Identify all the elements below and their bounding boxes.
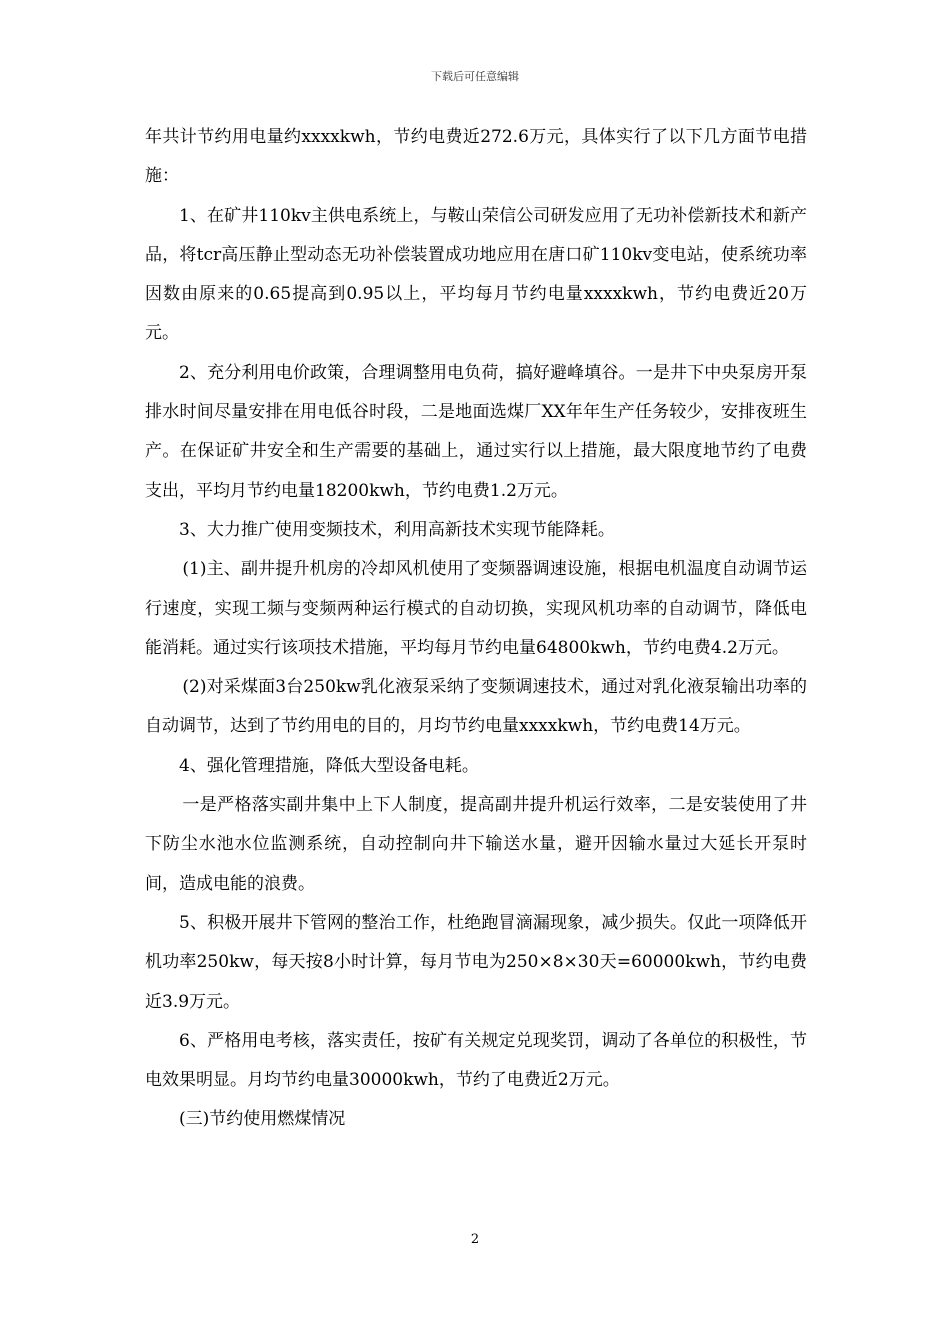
document-body [145,118,807,1140]
paragraph-measure-3-sub-2: (2)对采煤面3台250kw乳化液泵采纳了变频调速技术，通过对乳化液泵输出功率的自动调节，达到了节约用电的目的，月均节约电量xxxxkwh，节约电费14万元。 [145,677,807,737]
paragraph-measure-5: 5、积极开展井下管网的整治工作，杜绝跑冒滴漏现象，减少损失。仅此一项降低开机功率250kw，每天按8小时计算，每月节电为250×8×30天=60000kwh，节约电费近3.9万元。 [145,912,807,1012]
paragraph-measure-6: 6、严格用电考核，落实责任，按矿有关规定兑现奖罚，调动了各单位的积极性，节电效果明显。月均节约电量30000kwh，节约了电费近2万元。 [145,1030,807,1091]
paragraph-measure-2: 2、充分利用电价政策，合理调整用电负荷，搞好避峰填谷。一是井下中央泵房开泵排水时间尽量安排在用电低谷时段，二是地面选煤厂XX年年生产任务较少，安排夜班生产。在保证矿井安全和生产需要的基础上，通过实行以上措施，最大限度地节约了电费支出，平均月节约电量18200kwh，节约电费1.2万元。 [145,362,807,501]
section-heading-coal: (三)节约使用燃煤情况 [179,1109,346,1130]
paragraph-continuation: 年共计节约用电量约xxxxkwh，节约电费近272.6万元，具体实行了以下几方面节电措施： [145,127,807,187]
header-note: 下载后可任意编辑 [431,70,519,83]
paragraph-measure-1: 1、在矿井110kv主供电系统上，与鞍山荣信公司研发应用了无功补偿新技术和新产品，将tcr高压静止型动态无功补偿装置成功地应用在唐口矿110kv变电站，使系统功率因数由原来的0.65提高到0.95以上，平均每月节约电量xxxxkwh，节约电费近20万元。 [145,205,807,344]
paragraph-measure-4: 4、强化管理措施，降低大型设备电耗。 [179,755,479,776]
paragraph-measure-3-sub-1: (1)主、副井提升机房的冷却风机使用了变频器调速设施，根据电机温度自动调节运行速度，实现工频与变频两种运行模式的自动切换，实现风机功率的自动调节，降低电能消耗。通过实行该项技术措施，平均每月节约电量64800kwh，节约电费4.2万元。 [145,559,807,658]
paragraph-measure-3: 3、大力推广使用变频技术，利用高新技术实现节能降耗。 [179,519,615,540]
page-number: 2 [470,1232,480,1247]
paragraph-measure-4-detail: 一是严格落实副井集中上下人制度，提高副井提升机运行效率，二是安装使用了井下防尘水池水位监测系统，自动控制向井下输送水量，避开因输水量过大延长开泵时间，造成电能的浪费。 [145,795,807,894]
